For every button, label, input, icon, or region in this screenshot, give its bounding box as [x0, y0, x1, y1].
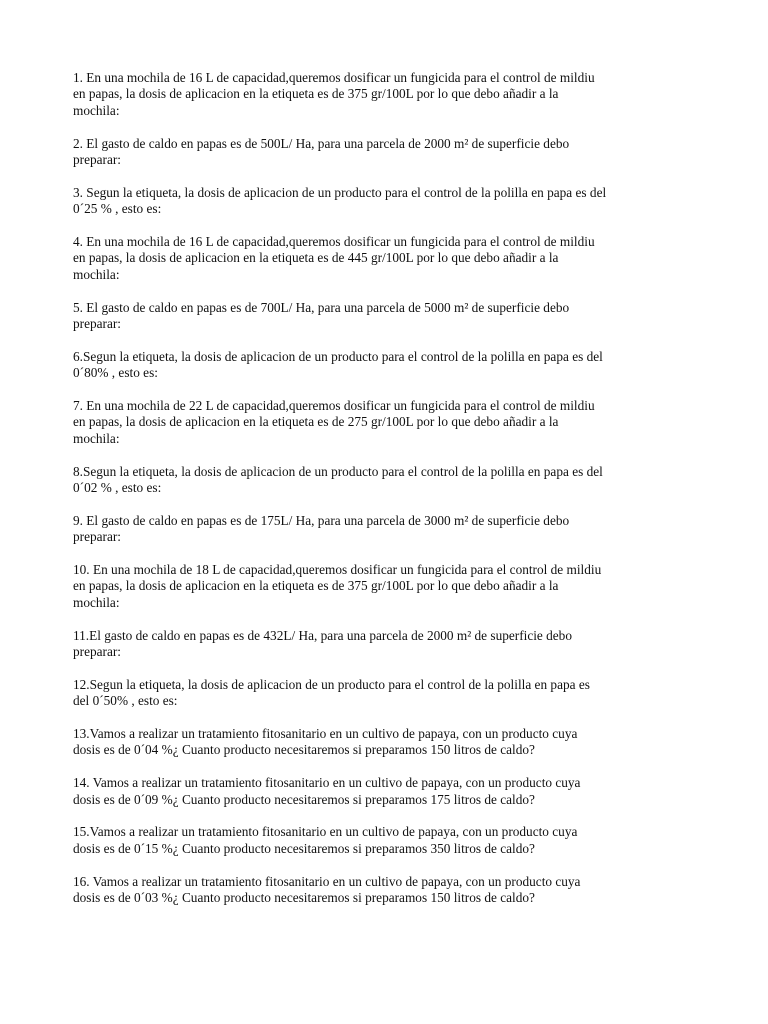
problem-line: 1. En una mochila de 16 L de capacidad,queremos dosificar un fungicida para el control de mildiu	[73, 70, 595, 85]
problem-line: mochila:	[73, 430, 120, 446]
problem-5	[73, 300, 703, 333]
problem-8	[73, 464, 703, 497]
problem-4	[73, 234, 703, 283]
problem-line: 12.Segun la etiqueta, la dosis de aplicacion de un producto para el control de la polilla en papa es	[73, 676, 590, 692]
problem-7	[73, 398, 703, 447]
problem-line: 0´80% , esto es:	[73, 365, 158, 381]
problem-line: dosis es de 0´04 %¿ Cuanto producto necesitaremos si preparamos 150 litros de caldo?	[73, 742, 535, 758]
problem-line: 0´02 % , esto es:	[73, 480, 162, 496]
problem-1	[73, 70, 703, 119]
problem-3	[73, 185, 703, 218]
problem-line: en papas, la dosis de aplicacion en la etiqueta es de 375 gr/100L por lo que debo añadir a la	[73, 86, 559, 102]
problem-13	[73, 726, 703, 759]
problem-line: 3. Segun la etiqueta, la dosis de aplicacion de un producto para el control de la polilla en papa es del	[73, 184, 607, 200]
problem-line: 15.Vamos a realizar un tratamiento fitosanitario en un cultivo de papaya, con un producto cuya	[73, 824, 578, 840]
problem-15	[73, 824, 703, 857]
problem-list	[73, 70, 703, 923]
problem-line: 14. Vamos a realizar un tratamiento fitosanitario en un cultivo de papaya, con un producto cuya	[73, 775, 581, 791]
problem-line: 6.Segun la etiqueta, la dosis de aplicacion de un producto para el control de la polilla en papa es del	[73, 348, 603, 364]
problem-line: 10. En una mochila de 18 L de capacidad,queremos dosificar un fungicida para el control de mildiu	[73, 562, 602, 578]
problem-14	[73, 775, 703, 808]
problem-line: dosis es de 0´03 %¿ Cuanto producto necesitaremos si preparamos 150 litros de caldo?	[73, 890, 535, 906]
problem-line: 13.Vamos a realizar un tratamiento fitosanitario en un cultivo de papaya, con un producto cuya	[73, 726, 578, 742]
problem-line: mochila:	[73, 594, 120, 610]
problem-line: del 0´50% , esto es:	[73, 693, 178, 709]
problem-line: en papas, la dosis de aplicacion en la etiqueta es de 375 gr/100L por lo que debo añadir a la	[73, 578, 559, 594]
problem-line: 4. En una mochila de 16 L de capacidad,queremos dosificar un fungicida para el control de mildiu	[73, 234, 595, 250]
problem-12	[73, 677, 703, 710]
problem-2	[73, 136, 703, 169]
problem-line: preparar:	[73, 152, 121, 168]
problem-line: 16. Vamos a realizar un tratamiento fitosanitario en un cultivo de papaya, con un producto cuya	[73, 873, 581, 889]
problem-line: en papas, la dosis de aplicacion en la etiqueta es de 445 gr/100L por lo que debo añadir a la	[73, 250, 559, 266]
problem-line: 5. El gasto de caldo en papas es de 700L/ Ha, para una parcela de 5000 m² de superficie debo	[73, 299, 570, 315]
problem-6	[73, 349, 703, 382]
problem-line: preparar:	[73, 316, 121, 332]
problem-line: 11.El gasto de caldo en papas es de 432L/ Ha, para una parcela de 2000 m² de superficie debo	[73, 627, 572, 643]
problem-line: 7. En una mochila de 22 L de capacidad,queremos dosificar un fungicida para el control de mildiu	[73, 398, 595, 414]
problem-line: dosis es de 0´09 %¿ Cuanto producto necesitaremos si preparamos 175 litros de caldo?	[73, 791, 535, 807]
problem-10	[73, 562, 703, 611]
problem-line: 2. El gasto de caldo en papas es de 500L/ Ha, para una parcela de 2000 m² de superficie debo	[73, 135, 570, 151]
problem-line: dosis es de 0´15 %¿ Cuanto producto necesitaremos si preparamos 350 litros de caldo?	[73, 840, 535, 856]
problem-line: 8.Segun la etiqueta, la dosis de aplicacion de un producto para el control de la polilla en papa es del	[73, 463, 603, 479]
problem-line: en papas, la dosis de aplicacion en la etiqueta es de 275 gr/100L por lo que debo añadir a la	[73, 414, 559, 430]
problem-line: 9. El gasto de caldo en papas es de 175L/ Ha, para una parcela de 3000 m² de superficie debo	[73, 512, 570, 528]
problem-16	[73, 874, 703, 907]
problem-9	[73, 513, 703, 546]
problem-line: mochila:	[73, 102, 120, 118]
problem-11	[73, 628, 703, 661]
problem-line: preparar:	[73, 644, 121, 660]
problem-line: mochila:	[73, 266, 120, 282]
problem-line: 0´25 % , esto es:	[73, 201, 162, 217]
problem-line: preparar:	[73, 529, 121, 545]
